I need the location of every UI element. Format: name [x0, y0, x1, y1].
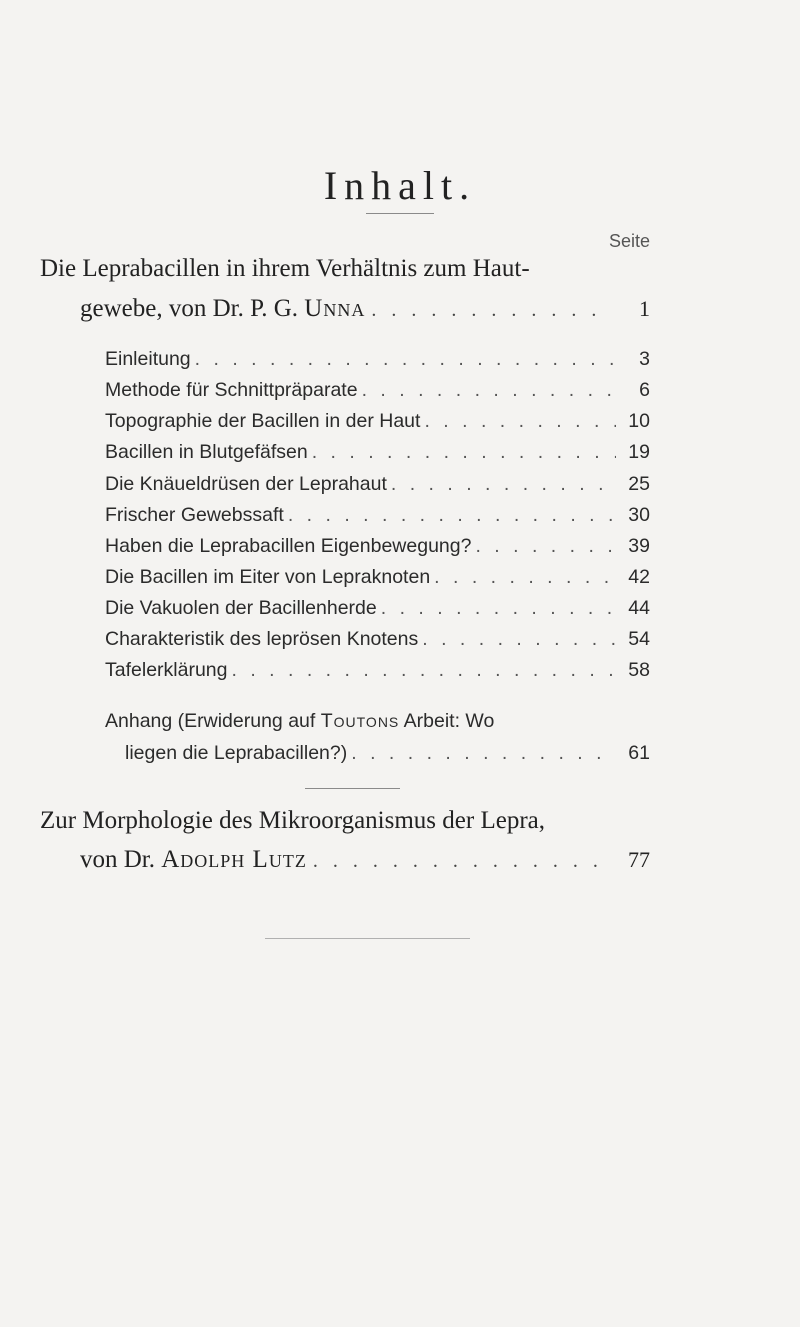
entry-label: Die Knäueldrüsen der Leprahaut — [105, 473, 387, 495]
author-name: Adolph Lutz — [161, 846, 307, 873]
toc-entry — [105, 628, 650, 654]
main-entry-line-2 — [80, 296, 650, 321]
page-number: 58 — [628, 659, 650, 681]
section-divider — [305, 788, 400, 789]
toc-entry — [105, 348, 650, 374]
page-number: 6 — [639, 379, 650, 401]
entry-label: Einleitung — [105, 348, 191, 370]
leader-dots — [371, 300, 610, 320]
main-entry-text: gewebe, von Dr. P. G. — [80, 295, 305, 322]
page-number: 42 — [628, 566, 650, 588]
leader-dots — [422, 628, 616, 651]
leader-dots — [424, 410, 616, 433]
leader-dots — [288, 504, 616, 527]
leader-dots — [313, 851, 610, 871]
leader-dots — [391, 473, 616, 496]
page-number: 30 — [628, 504, 650, 526]
toc-entry — [105, 473, 650, 499]
main-entry-line-1: Zur Morphologie des Mikroorganismus der Lepra, — [40, 807, 545, 834]
entry-label: Frischer Gewebssaft — [105, 504, 284, 526]
toc-entry — [105, 566, 650, 592]
leader-dots — [312, 441, 616, 464]
leader-dots — [231, 659, 616, 682]
leader-dots — [362, 379, 616, 402]
page-number: 3 — [639, 348, 650, 370]
entry-label: Charakteristik des leprösen Knotens — [105, 628, 419, 650]
main-entry-text: von Dr. — [80, 846, 162, 873]
entry-label: Methode für Schnittpräparate — [105, 379, 358, 401]
page-title: Inhalt. — [323, 163, 477, 208]
appendix-name: Toutons — [320, 710, 400, 732]
entry-label: Die Bacillen im Eiter von Lepraknoten — [105, 566, 431, 588]
leader-dots — [381, 597, 616, 620]
leader-dots — [351, 742, 616, 765]
entry-label: Bacillen in Blutgefäfsen — [105, 441, 308, 463]
page-number: 44 — [628, 597, 650, 619]
entry-label: Tafelerklärung — [105, 659, 228, 681]
page-number: 25 — [628, 473, 650, 495]
title-divider — [366, 213, 434, 214]
page-number: 1 — [639, 296, 650, 321]
page-number: 39 — [628, 535, 650, 557]
end-divider — [265, 938, 470, 939]
toc-entry — [105, 504, 650, 530]
page-number: 77 — [628, 847, 650, 872]
toc-entry — [105, 659, 650, 685]
leader-dots — [475, 535, 616, 558]
toc-entry — [105, 597, 650, 623]
leader-dots — [195, 348, 616, 371]
toc-main-entry-unna — [40, 256, 650, 326]
appendix-line-1 — [105, 710, 494, 733]
page-number: 19 — [628, 441, 650, 463]
toc-entry — [105, 410, 650, 436]
leader-dots — [434, 566, 616, 589]
toc-main-entry-lutz — [40, 808, 650, 878]
toc-entry — [105, 535, 650, 561]
toc-appendix-entry — [105, 710, 650, 770]
page-column-label: Seite — [608, 231, 650, 251]
page-number: 54 — [628, 628, 650, 650]
toc-entry — [105, 379, 650, 405]
entry-label: Die Vakuolen der Bacillenherde — [105, 597, 377, 619]
appendix-line-2 — [125, 742, 650, 765]
appendix-text: liegen die Leprabacillen?) — [125, 742, 348, 764]
main-entry-line-1: Die Leprabacillen in ihrem Verhältnis zum Haut- — [40, 255, 530, 282]
appendix-suffix: Arbeit: Wo — [399, 710, 495, 732]
toc-entry — [105, 441, 650, 467]
entry-label: Topographie der Bacillen in der Haut — [105, 410, 421, 432]
entry-label: Haben die Leprabacillen Eigenbewegung? — [105, 535, 472, 557]
main-entry-line-2 — [80, 847, 650, 872]
appendix-prefix: Anhang (Erwiderung auf — [105, 710, 321, 732]
page-number: 10 — [628, 410, 650, 432]
author-name: Unna — [304, 295, 366, 322]
page-number: 61 — [628, 742, 650, 764]
